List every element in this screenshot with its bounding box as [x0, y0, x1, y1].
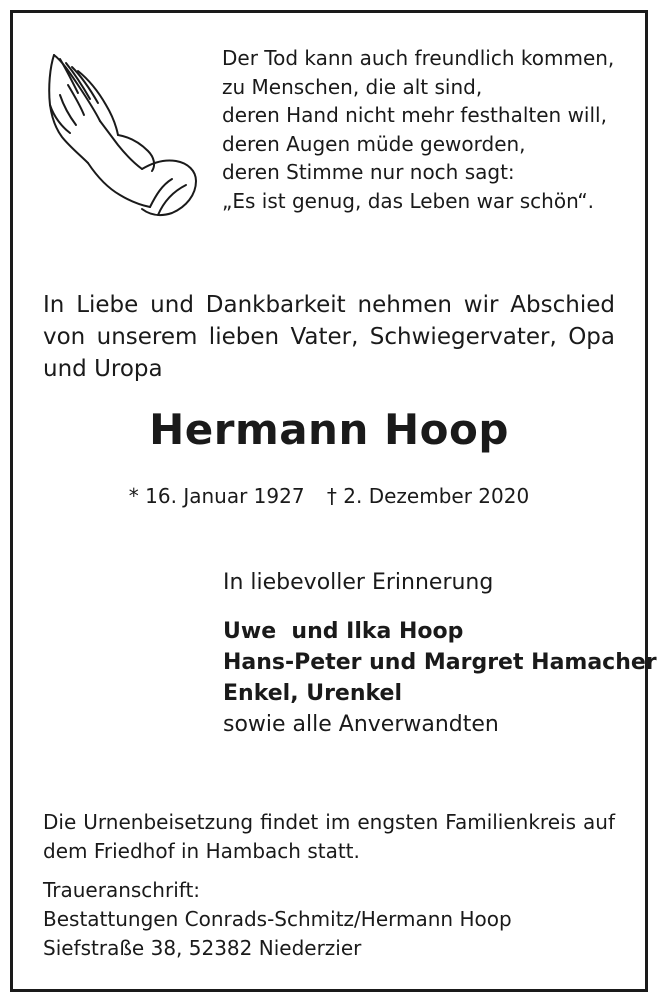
mourner-name: Hans-Peter und Margret Hamacher [223, 650, 657, 675]
address-line: Bestattungen Conrads-Schmitz/Hermann Hoop [43, 907, 512, 931]
poem-line: Der Tod kann auch freundlich kommen, [222, 46, 615, 70]
mourners-list [223, 616, 657, 740]
death-date: † 2. Dezember 2020 [326, 484, 530, 508]
birth-date: * 16. Januar 1927 [128, 484, 305, 508]
farewell-intro: In Liebe und Dankbarkeit nehmen wir Abschied von unserem lieben Vater, Schwiegervater, Opa und Uropa [43, 292, 615, 382]
address-label: Traueranschrift: [43, 878, 201, 902]
mourner-name: Enkel, Urenkel [223, 681, 403, 706]
mourning-address [43, 876, 512, 963]
burial-notice: Die Urnenbeisetzung findet im engsten Familienkreis auf dem Friedhof in Hambach statt. [43, 810, 615, 863]
address-line: Siefstraße 38, 52382 Niederzier [43, 936, 362, 960]
life-dates [0, 484, 658, 508]
poem-line: zu Menschen, die alt sind, [222, 74, 483, 99]
memory-intro: In liebevoller Erinnerung [223, 570, 494, 595]
mourners-closing: sowie alle Anverwandten [223, 712, 499, 737]
deceased-name: Hermann Hoop [149, 405, 509, 454]
mourner-name: Uwe und Ilka Hoop [223, 619, 464, 644]
praying-hands-icon [40, 45, 200, 220]
poem-line: „Es ist genug, das Leben war schön“. [222, 188, 595, 213]
poem [222, 44, 614, 215]
poem-line: deren Augen müde geworden, [222, 131, 526, 156]
poem-line: deren Hand nicht mehr festhalten will, [222, 103, 607, 127]
poem-line: deren Stimme nur noch sagt: [222, 160, 515, 184]
